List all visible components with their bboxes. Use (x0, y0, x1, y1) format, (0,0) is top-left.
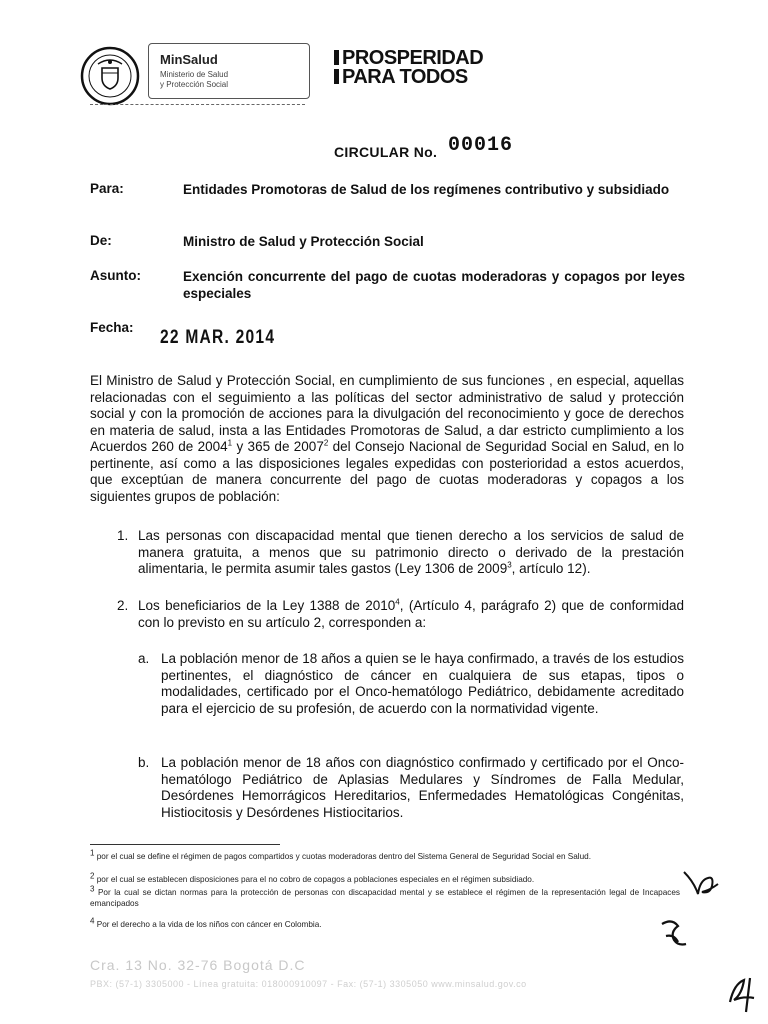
slogan-bar-icon (334, 69, 339, 84)
footnote-rule (90, 844, 280, 845)
footer-address: Cra. 13 No. 32-76 Bogotá D.C (90, 957, 306, 973)
item-a-letter: a. (138, 651, 150, 666)
de-label: De: (90, 233, 112, 248)
fecha-stamp: 22 MAR. 2014 (160, 327, 276, 348)
header-divider (90, 104, 305, 105)
fecha-label: Fecha: (90, 320, 134, 335)
circular-number: 00016 (448, 134, 514, 157)
footer-contact: PBX: (57-1) 3305000 - Línea gratuita: 018000910097 - Fax: (57-1) 3305050 www.minsalud.gov.co (90, 979, 527, 989)
footnote-2: $^2$ por el cual se establecen disposiciones para el no cobro de copagos a poblaciones especiales en el régimen subsidiado. (90, 871, 535, 884)
footnote-4: $^4$ Por el derecho a la vida de los niños con cáncer en Colombia. (90, 916, 322, 929)
footnote-3: $^3$ Por la cual se dictan normas para la protección de personas con discapacidad mental y se establece el régimen de la representación legal de Incapaces emancipados (90, 884, 680, 908)
item-1-number: 1. (117, 528, 129, 543)
ministry-name: MinSalud (160, 52, 218, 67)
handwritten-initials (680, 866, 724, 902)
circular-label: CIRCULAR No. (334, 144, 438, 160)
item-2-number: 2. (117, 598, 129, 613)
item-b-text: La población menor de 18 años con diagnóstico confirmado y certificado por el Onco-hematólogo Pediátrico de Aplasias Medulares y Síndromes de Falla Medular, Desórdenes Hemorrágicos Hereditarios, Enfermedades Hematológicas Congénitas, Histiocitosis y Desórdenes Histiocitarios. (161, 755, 684, 820)
asunto-label: Asunto: (90, 268, 141, 283)
item-a-text: La población menor de 18 años a quien se le haya confirmado, a través de los estudios pertinentes, el diagnóstico de cáncer en cualquiera de sus etapas, tipos o modalidades, certificado por el Onco-hematólogo Pediátrico, debidamente acreditado para el ejercicio de su profesión, de acuerdo con la normatividad vigente. (161, 651, 684, 716)
item-b-letter: b. (138, 755, 150, 770)
ministry-subtitle: Ministerio de Salud y Protección Social (160, 70, 229, 89)
handwritten-signature-mark (658, 916, 690, 950)
para-value: Entidades Promotoras de Salud de los regímenes contributivo y subsidiado (183, 182, 670, 197)
handwritten-page-mark (724, 972, 764, 1016)
de-value: Ministro de Salud y Protección Social (183, 234, 424, 249)
footnote-1: $^1$ por el cual se define el régimen de pagos compartidos y cuotas moderadoras dentro del Sistema General de Seguridad Social en Salud. (90, 848, 592, 861)
item-2-text: Los beneficiarios de la Ley 1388 de 2010$^4$, (Artículo 4, parágrafo 2) que de conformidad con lo previsto en su artículo 2, corresponden a: (138, 597, 685, 630)
colombia-coat-of-arms-seal (80, 46, 140, 106)
slogan: PROSPERIDAD PARA TODOS (334, 49, 483, 87)
intro-paragraph: El Ministro de Salud y Protección Social, en cumplimiento de sus funciones , en especial, aquellas relacionadas con el seguimiento a las políticas del sector administrativo de salud y protección social y con la promoción de acciones para la divulgación del reconocimiento y goce de derechos en materia de salud, insta a las Entidades Promotoras de Salud, a dar estricto cumplimiento a los Acuerdos 260 de 2004$^1$ y 365 de 2007$^2$ del Consejo Nacional de Seguridad Social en Salud, en lo pertinente, así como a las disposiciones legales expedidas con posterioridad a estos acuerdos, que exceptúan de manera concurrente del pago de cuotas moderadoras y copagos a los siguientes grupos de población: (90, 373, 685, 504)
para-label: Para: (90, 181, 124, 196)
slogan-bar-icon (334, 50, 339, 65)
item-1-text: Las personas con discapacidad mental que tienen derecho a los servicios de salud de manera gratuita, a menos que su patrimonio directo o derivado de la prestación alimentaria, le permita asumir tales gastos (Ley 1306 de 2009$^3$, artículo 12). (138, 528, 684, 576)
asunto-value: Exención concurrente del pago de cuotas moderadoras y copagos por leyes especiales (183, 269, 685, 301)
